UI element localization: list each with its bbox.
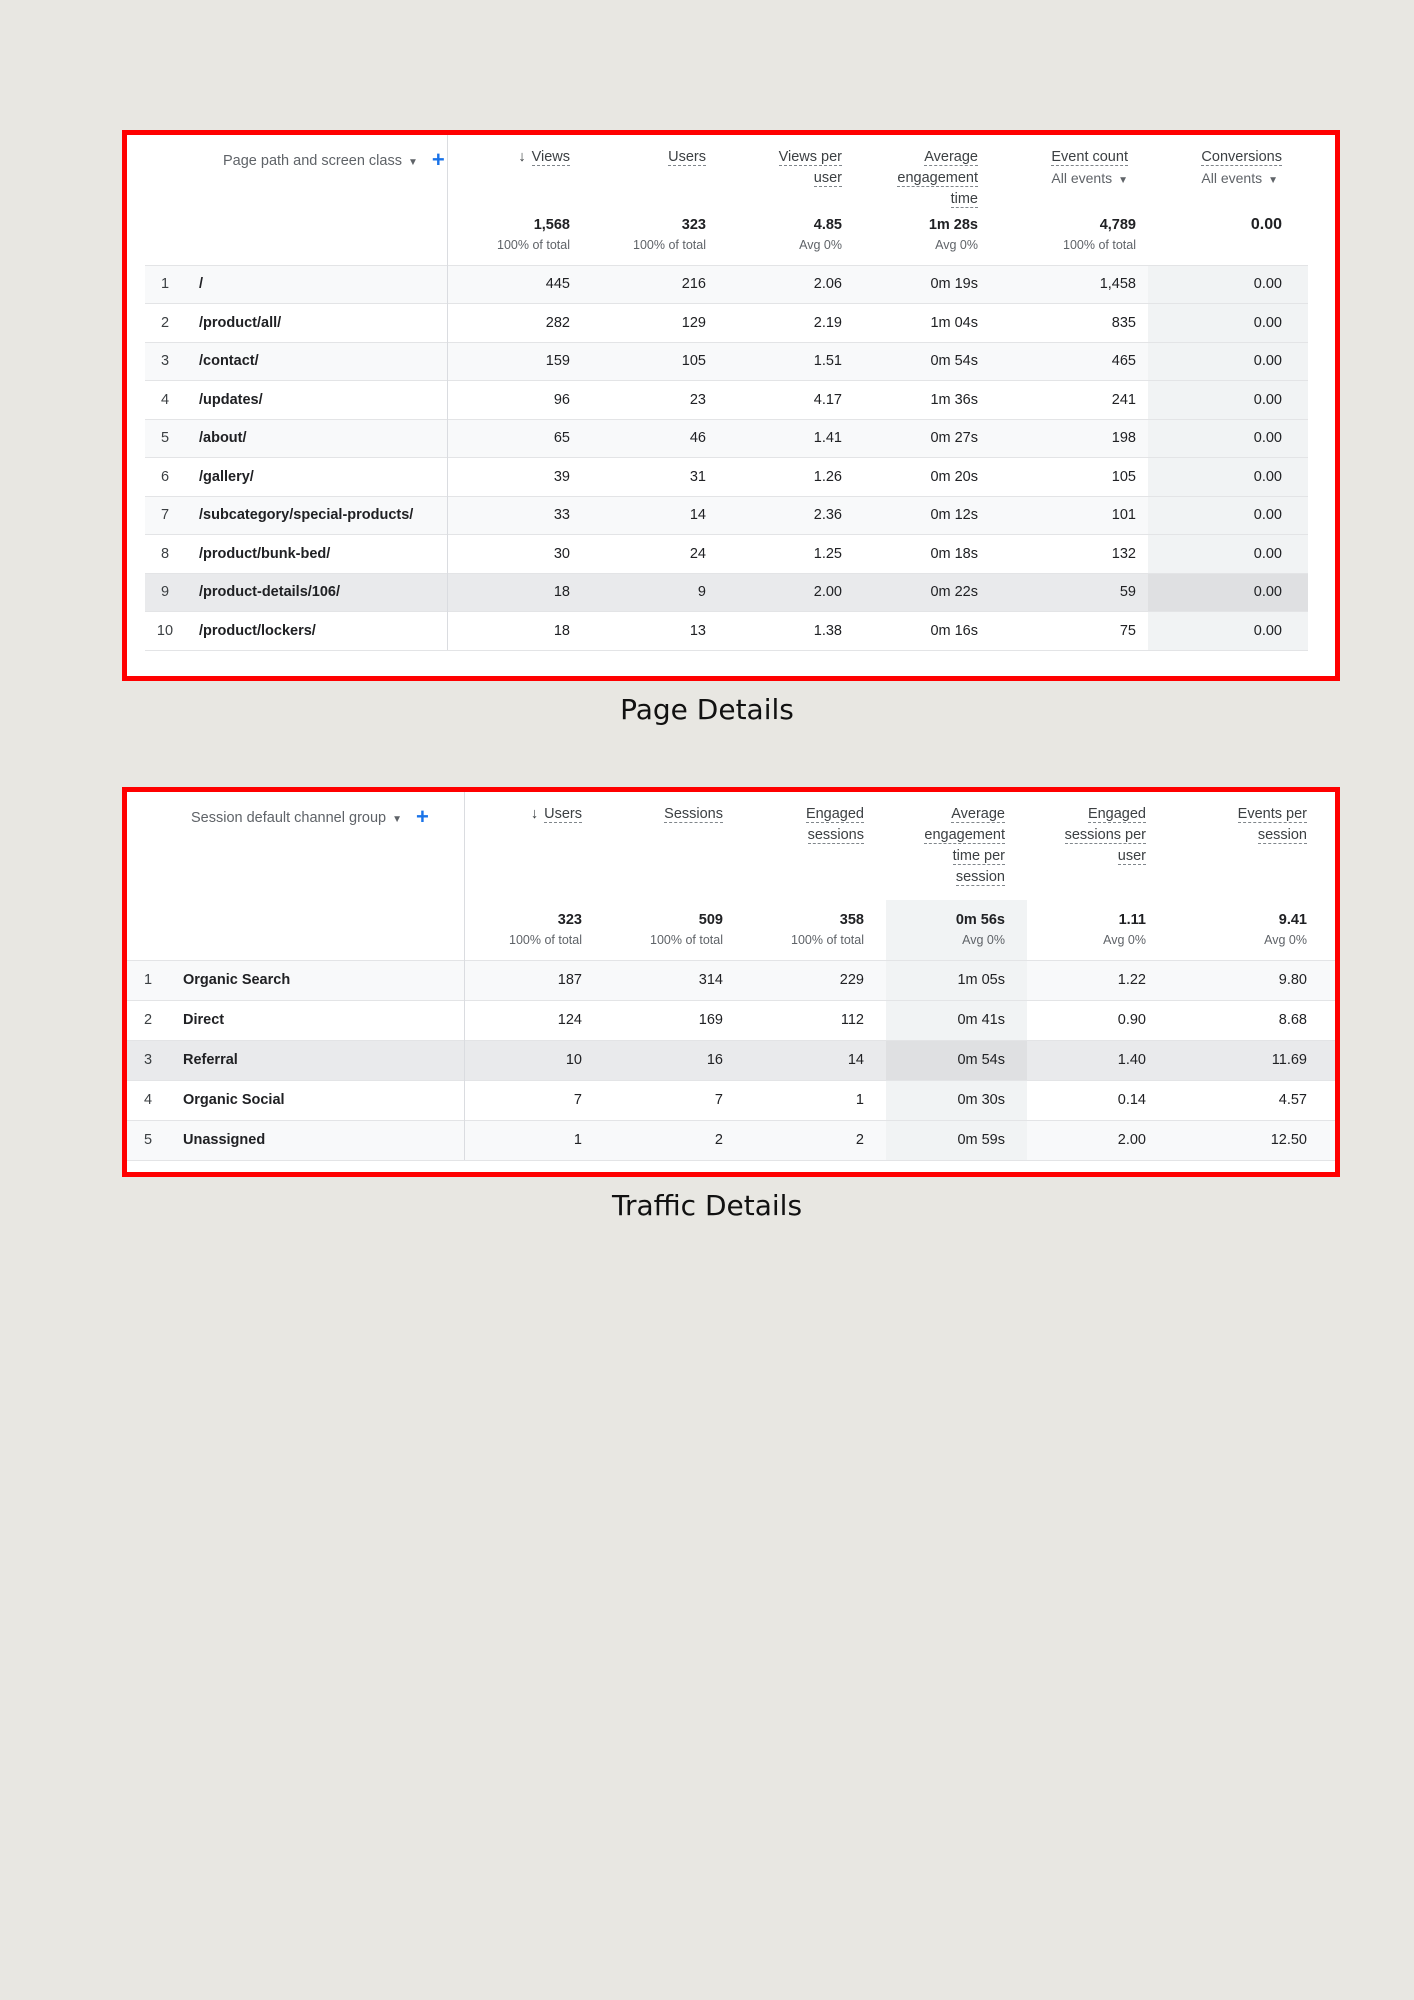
cell-value: 31 xyxy=(582,458,718,497)
col-header-sessions[interactable]: Sessions xyxy=(664,806,723,822)
cell-value: 96 xyxy=(447,381,582,420)
cell-value: 0.00 xyxy=(1148,265,1308,304)
cell-value: 314 xyxy=(604,960,745,1000)
cell-value: 1.41 xyxy=(718,419,854,458)
row-index: 3 xyxy=(145,342,185,381)
cell-value: 12.50 xyxy=(1168,1120,1335,1160)
cell-value: 1.26 xyxy=(718,458,854,497)
col-header-users[interactable]: ↓ Users xyxy=(530,806,582,822)
cell-value: 2.36 xyxy=(718,496,854,535)
cell-value: 2.00 xyxy=(1027,1120,1168,1160)
dimension-header-label: Session default channel group xyxy=(191,810,387,826)
cell-value: 9 xyxy=(582,573,718,612)
row-dimension-value[interactable]: /gallery/ xyxy=(185,458,447,497)
cell-value: 1.22 xyxy=(1027,960,1168,1000)
cell-value: 11.69 xyxy=(1168,1040,1335,1080)
table-row[interactable] xyxy=(145,535,1308,574)
row-dimension-value[interactable]: /product-details/106/ xyxy=(185,573,447,612)
row-index: 9 xyxy=(145,573,185,612)
cell-value: 132 xyxy=(990,535,1148,574)
row-index: 7 xyxy=(145,496,185,535)
cell-value: 0.00 xyxy=(1148,419,1308,458)
add-dimension-icon[interactable]: + xyxy=(431,147,445,172)
traffic-details-table xyxy=(127,792,1335,1161)
cell-value: 0.00 xyxy=(1148,573,1308,612)
cell-value: 1 xyxy=(745,1080,886,1120)
cell-value: 75 xyxy=(990,612,1148,651)
cell-value: 0.00 xyxy=(1148,612,1308,651)
cell-value: 14 xyxy=(582,496,718,535)
cell-value: 0m 54s xyxy=(854,342,990,381)
add-dimension-icon[interactable]: + xyxy=(416,804,429,829)
table-row[interactable] xyxy=(145,304,1308,343)
table-row[interactable] xyxy=(145,496,1308,535)
table-row[interactable] xyxy=(127,1080,1335,1120)
dimension-header[interactable] xyxy=(169,792,464,900)
cell-value: 8.68 xyxy=(1168,1000,1335,1040)
cell-value: 835 xyxy=(990,304,1148,343)
dimension-header[interactable] xyxy=(185,135,447,215)
cell-value: 18 xyxy=(447,573,582,612)
row-dimension-value[interactable]: /product/lockers/ xyxy=(185,612,447,651)
table-row[interactable] xyxy=(145,458,1308,497)
row-dimension-value[interactable]: /subcategory/special-products/ xyxy=(185,496,447,535)
cell-value: 10 xyxy=(464,1040,604,1080)
dimension-header-label: Page path and screen class xyxy=(223,153,402,169)
cell-value: 46 xyxy=(582,419,718,458)
chevron-down-icon[interactable]: ▼ xyxy=(1118,175,1128,186)
page-details-panel xyxy=(122,130,1340,681)
cell-value: 465 xyxy=(990,342,1148,381)
cell-value: 24 xyxy=(582,535,718,574)
cell-value: 129 xyxy=(582,304,718,343)
table-row[interactable] xyxy=(145,573,1308,612)
table-row[interactable] xyxy=(127,1040,1335,1080)
cell-value: 1.40 xyxy=(1027,1040,1168,1080)
cell-value: 0m 41s xyxy=(886,1000,1027,1040)
row-dimension-value[interactable]: /updates/ xyxy=(185,381,447,420)
row-dimension-value[interactable]: Organic Social xyxy=(169,1080,464,1120)
cell-value: 241 xyxy=(990,381,1148,420)
cell-value: 0.00 xyxy=(1148,496,1308,535)
table-row[interactable] xyxy=(127,960,1335,1000)
cell-value: 105 xyxy=(582,342,718,381)
table-row[interactable] xyxy=(127,1000,1335,1040)
cell-value: 7 xyxy=(464,1080,604,1120)
row-index: 4 xyxy=(145,381,185,420)
conversion-filter-select[interactable]: All events xyxy=(1201,170,1263,186)
cell-value: 0m 59s xyxy=(886,1120,1027,1160)
cell-value: 13 xyxy=(582,612,718,651)
cell-value: 0m 30s xyxy=(886,1080,1027,1120)
cell-value: 0m 22s xyxy=(854,573,990,612)
cell-value: 23 xyxy=(582,381,718,420)
cell-value: 59 xyxy=(990,573,1148,612)
page-details-table xyxy=(145,135,1308,651)
cell-value: 4.17 xyxy=(718,381,854,420)
cell-value: 216 xyxy=(582,265,718,304)
cell-value: 0m 54s xyxy=(886,1040,1027,1080)
dropdown-arrow-icon[interactable]: ▼ xyxy=(392,814,402,825)
row-index: 1 xyxy=(145,265,185,304)
page-details-caption: Page Details xyxy=(620,693,794,726)
col-header-events-per-session[interactable]: Events per session xyxy=(1237,806,1307,843)
cell-value: 2.00 xyxy=(718,573,854,612)
row-index: 1 xyxy=(127,960,169,1000)
cell-value: 0.00 xyxy=(1148,458,1308,497)
cell-value: 30 xyxy=(447,535,582,574)
event-filter-select[interactable]: All events xyxy=(1051,170,1113,186)
cell-value: 1 xyxy=(464,1120,604,1160)
table-row[interactable] xyxy=(145,342,1308,381)
cell-value: 0.00 xyxy=(1148,342,1308,381)
sort-down-arrow-icon: ↓ xyxy=(518,149,526,165)
row-index: 5 xyxy=(145,419,185,458)
row-dimension-value[interactable]: / xyxy=(185,265,447,304)
cell-value: 0m 27s xyxy=(854,419,990,458)
row-dimension-value[interactable]: Direct xyxy=(169,1000,464,1040)
cell-value: 39 xyxy=(447,458,582,497)
cell-value: 0.14 xyxy=(1027,1080,1168,1120)
row-dimension-value[interactable]: /contact/ xyxy=(185,342,447,381)
row-index: 3 xyxy=(127,1040,169,1080)
row-index: 2 xyxy=(127,1000,169,1040)
col-header-engaged-sessions[interactable]: Engaged sessions xyxy=(805,806,864,843)
table-row[interactable] xyxy=(145,381,1308,420)
totals-row: 323 100% of total 509 100% of total 358 100% of total 0m 56s Avg 0% 1.11 Avg 0% 9.41 Avg 0% xyxy=(127,900,1335,960)
row-dimension-value[interactable]: /about/ xyxy=(185,419,447,458)
table-row[interactable] xyxy=(145,265,1308,304)
row-dimension-value[interactable]: /product/bunk-bed/ xyxy=(185,535,447,574)
traffic-details-panel xyxy=(122,787,1340,1177)
cell-value: 124 xyxy=(464,1000,604,1040)
cell-value: 445 xyxy=(447,265,582,304)
col-header-avg-engagement-time-per-session[interactable]: Average engagement time per session xyxy=(886,792,1027,900)
totals-row: 1,568 100% of total 323 100% of total 4.85 Avg 0% 1m 28s Avg 0% 4,789 100% of total 0.00 xyxy=(145,215,1308,265)
row-dimension-value[interactable]: Organic Search xyxy=(169,960,464,1000)
cell-value: 159 xyxy=(447,342,582,381)
cell-value: 105 xyxy=(990,458,1148,497)
cell-value: 0.00 xyxy=(1148,535,1308,574)
cell-value: 2 xyxy=(604,1120,745,1160)
dropdown-arrow-icon[interactable]: ▼ xyxy=(407,157,418,168)
col-header-users[interactable]: Users xyxy=(668,149,706,165)
chevron-down-icon[interactable]: ▼ xyxy=(1268,175,1279,186)
col-header-views-per-user[interactable]: Views per user xyxy=(778,149,842,186)
cell-value: 18 xyxy=(447,612,582,651)
cell-value: 16 xyxy=(604,1040,745,1080)
table-row[interactable] xyxy=(145,419,1308,458)
row-dimension-value[interactable]: Referral xyxy=(169,1040,464,1080)
sort-down-arrow-icon: ↓ xyxy=(530,806,539,822)
cell-value: 1m 05s xyxy=(886,960,1027,1000)
cell-value: 9.80 xyxy=(1168,960,1335,1000)
col-header-conversions[interactable]: Conversions All events ▼ xyxy=(1201,149,1282,186)
cell-value: 1.51 xyxy=(718,342,854,381)
row-index: 8 xyxy=(145,535,185,574)
cell-value: 0m 18s xyxy=(854,535,990,574)
col-header-engaged-sessions-per-user[interactable]: Engaged sessions per user xyxy=(1064,806,1146,864)
row-dimension-value[interactable]: /product/all/ xyxy=(185,304,447,343)
cell-value: 7 xyxy=(604,1080,745,1120)
cell-value: 229 xyxy=(745,960,886,1000)
cell-value: 101 xyxy=(990,496,1148,535)
col-header-event-count[interactable]: Event count All events ▼ xyxy=(1051,149,1128,186)
cell-value: 1m 04s xyxy=(854,304,990,343)
cell-value: 2.06 xyxy=(718,265,854,304)
cell-value: 33 xyxy=(447,496,582,535)
cell-value: 1m 36s xyxy=(854,381,990,420)
col-header-views[interactable]: ↓ Views xyxy=(518,149,570,165)
row-index: 6 xyxy=(145,458,185,497)
cell-value: 187 xyxy=(464,960,604,1000)
cell-value: 65 xyxy=(447,419,582,458)
row-index: 10 xyxy=(145,612,185,651)
cell-value: 112 xyxy=(745,1000,886,1040)
cell-value: 2 xyxy=(745,1120,886,1160)
cell-value: 0.00 xyxy=(1148,304,1308,343)
cell-value: 0m 16s xyxy=(854,612,990,651)
table-row[interactable] xyxy=(127,1120,1335,1160)
cell-value: 4.57 xyxy=(1168,1080,1335,1120)
cell-value: 282 xyxy=(447,304,582,343)
traffic-details-caption: Traffic Details xyxy=(611,1189,803,1222)
cell-value: 169 xyxy=(604,1000,745,1040)
row-index: 5 xyxy=(127,1120,169,1160)
cell-value: 198 xyxy=(990,419,1148,458)
cell-value: 0m 19s xyxy=(854,265,990,304)
row-index: 4 xyxy=(127,1080,169,1120)
cell-value: 0m 20s xyxy=(854,458,990,497)
row-index: 2 xyxy=(145,304,185,343)
col-header-avg-engagement-time[interactable]: Average engagement time xyxy=(897,149,978,207)
table-row[interactable] xyxy=(145,612,1308,651)
cell-value: 14 xyxy=(745,1040,886,1080)
cell-value: 0.00 xyxy=(1148,381,1308,420)
cell-value: 2.19 xyxy=(718,304,854,343)
cell-value: 1.38 xyxy=(718,612,854,651)
cell-value: 1.25 xyxy=(718,535,854,574)
cell-value: 0.90 xyxy=(1027,1000,1168,1040)
row-dimension-value[interactable]: Unassigned xyxy=(169,1120,464,1160)
cell-value: 1,458 xyxy=(990,265,1148,304)
cell-value: 0m 12s xyxy=(854,496,990,535)
